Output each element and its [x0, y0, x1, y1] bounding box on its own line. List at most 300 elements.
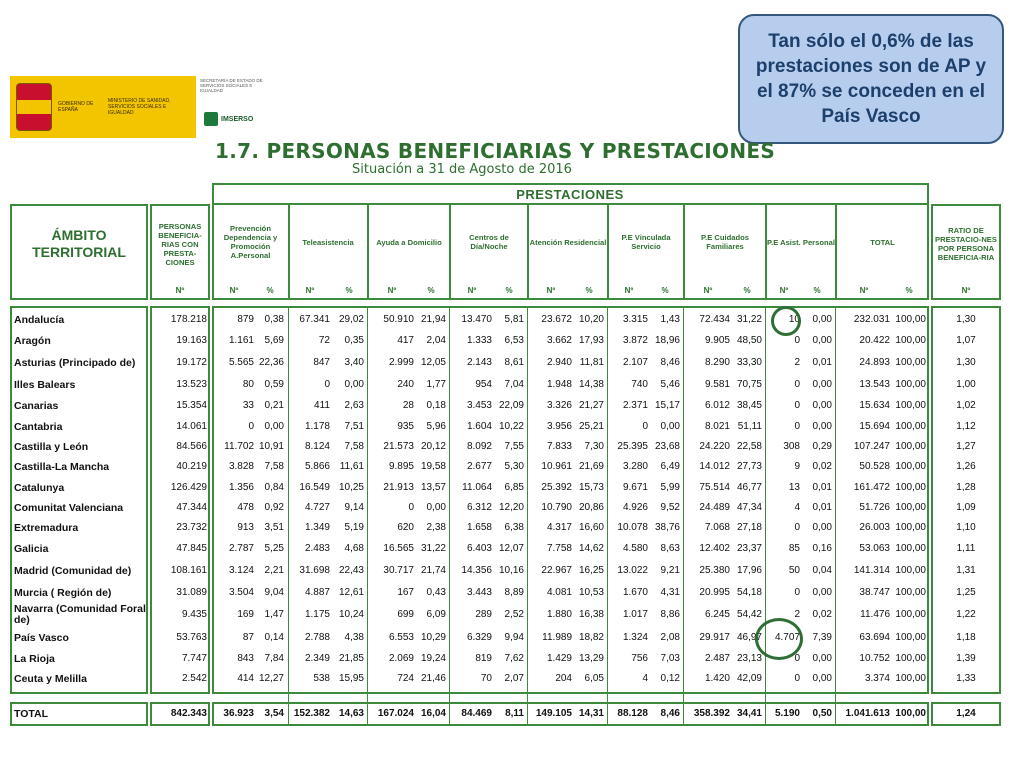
table-cell: 29.917 — [699, 632, 730, 643]
table-cell: 0 — [408, 502, 414, 513]
table-cell: 847 — [313, 357, 330, 368]
table-cell: 80 — [242, 379, 254, 390]
table-cell: 9.671 — [622, 482, 648, 493]
table-row — [0, 396, 1024, 416]
page-title: 1.7. PERSONAS BENEFICIARIAS Y PRESTACIONES — [215, 139, 776, 163]
table-cell: 14,38 — [578, 379, 604, 390]
table-cell: 1,28 — [956, 482, 976, 493]
table-cell: 31,22 — [736, 314, 762, 325]
table-cell: 7,51 — [344, 421, 364, 432]
table-cell: 149.105 — [535, 708, 572, 719]
table-cell: 3,54 — [264, 708, 284, 719]
table-cell: 2,04 — [426, 335, 446, 346]
table-cell: 178.218 — [170, 314, 207, 325]
table-cell: 1,07 — [956, 335, 976, 346]
table-cell: 72.434 — [699, 314, 730, 325]
table-cell: 1,77 — [426, 379, 446, 390]
table-cell: 1.420 — [704, 673, 730, 684]
table-cell: 38,76 — [654, 522, 680, 533]
table-cell: 42,09 — [736, 673, 762, 684]
table-cell: 12,05 — [420, 357, 446, 368]
table-cell: 699 — [397, 609, 414, 620]
table-cell: 8,61 — [504, 357, 524, 368]
table-cell: 15.694 — [859, 421, 890, 432]
table-cell: 0,04 — [812, 565, 832, 576]
table-cell: 954 — [475, 379, 492, 390]
table-cell: 2.371 — [622, 400, 648, 411]
header-sep — [683, 204, 685, 300]
table-cell: 11.989 — [542, 632, 572, 643]
table-cell: 12.402 — [699, 543, 730, 554]
unit-n: Nº — [467, 285, 477, 295]
table-cell: 14,63 — [338, 708, 364, 719]
table-cell: 0,00 — [812, 314, 832, 325]
table-row — [0, 583, 1024, 603]
table-cell: 0,21 — [264, 400, 284, 411]
region-name: Comunitat Valenciana — [14, 501, 124, 514]
government-text: GOBIERNO DE ESPAÑA — [58, 101, 94, 113]
table-cell: 1,09 — [956, 502, 976, 513]
table-cell: 417 — [397, 335, 414, 346]
table-cell: 33 — [242, 400, 254, 411]
table-cell: 9,21 — [660, 565, 680, 576]
table-cell: 308 — [783, 441, 800, 452]
table-cell: 8.290 — [704, 357, 730, 368]
header-sep — [367, 204, 369, 300]
table-cell: 84.566 — [176, 441, 207, 452]
region-name: Andalucía — [14, 313, 65, 326]
table-cell: 0,00 — [426, 502, 446, 513]
table-cell: 8,11 — [505, 708, 524, 719]
table-cell: 3.443 — [466, 587, 492, 598]
table-cell: 0,00 — [812, 653, 832, 664]
table-cell: 21,27 — [578, 400, 604, 411]
table-cell: 7,62 — [504, 653, 524, 664]
table-cell: 10,16 — [498, 565, 524, 576]
table-cell: 3,51 — [264, 522, 284, 533]
table-cell: 1,47 — [264, 609, 284, 620]
table-row — [0, 457, 1024, 477]
table-cell: 10,24 — [338, 609, 364, 620]
table-cell: 8,63 — [660, 543, 680, 554]
table-cell: 1,18 — [956, 632, 976, 643]
table-cell: 0,12 — [660, 673, 680, 684]
table-cell: 842.343 — [170, 708, 207, 719]
table-cell: 8,46 — [660, 357, 680, 368]
table-cell: 1,12 — [956, 421, 976, 432]
group-header-pe-vinculada: P.E Vinculada Servicio — [621, 233, 671, 251]
table-cell: 538 — [313, 673, 330, 684]
table-cell: 87 — [242, 632, 254, 643]
table-cell: 879 — [237, 314, 254, 325]
table-cell: 21,94 — [420, 314, 446, 325]
table-cell: 19.172 — [176, 357, 207, 368]
table-cell: 25.392 — [541, 482, 572, 493]
table-cell: 7.747 — [181, 653, 207, 664]
table-cell: 9.895 — [388, 461, 414, 472]
table-cell: 0 — [794, 421, 800, 432]
table-cell: 11,61 — [339, 461, 364, 472]
table-cell: 17,93 — [578, 335, 604, 346]
unit-pct: % — [661, 285, 669, 295]
table-cell: 0,00 — [812, 673, 832, 684]
table-row — [0, 310, 1024, 330]
table-cell: 1,39 — [956, 653, 976, 664]
table-cell: 5.190 — [774, 708, 800, 719]
group-header-pe-cuidados: P.E Cuidados Familiares — [701, 233, 749, 251]
table-cell: 13.470 — [461, 314, 492, 325]
table-cell: 13,57 — [420, 482, 446, 493]
table-cell: 13 — [788, 482, 800, 493]
table-cell: 19,24 — [420, 653, 446, 664]
table-row — [0, 518, 1024, 538]
table-cell: 5,81 — [504, 314, 524, 325]
table-cell: 5,69 — [264, 335, 284, 346]
region-name: Castilla-La Mancha — [14, 460, 110, 473]
table-cell: 7,39 — [812, 632, 832, 643]
unit-pct: % — [345, 285, 353, 295]
table-cell: 14.356 — [461, 565, 492, 576]
table-cell: 6.012 — [704, 400, 730, 411]
table-cell: 100,00 — [895, 522, 926, 533]
table-cell: 46,77 — [736, 482, 762, 493]
table-cell: 0 — [794, 673, 800, 684]
table-cell: 3.280 — [622, 461, 648, 472]
table-cell: 31.089 — [176, 587, 207, 598]
group-header-teleasistencia: Teleasistencia — [302, 237, 354, 247]
table-cell: 358.392 — [693, 708, 730, 719]
table-cell: 53.763 — [176, 632, 207, 643]
table-row — [0, 628, 1024, 648]
table-cell: 36.923 — [223, 708, 254, 719]
table-cell: 6.403 — [466, 543, 492, 554]
table-cell: 84.469 — [461, 708, 492, 719]
table-cell: 1.017 — [622, 609, 648, 620]
table-cell: 3.828 — [228, 461, 254, 472]
table-cell: 100,00 — [895, 379, 926, 390]
table-cell: 15.354 — [176, 400, 207, 411]
group-header-total: TOTAL — [870, 237, 895, 247]
table-cell: 0,02 — [812, 609, 832, 620]
table-cell: 2.107 — [622, 357, 648, 368]
table-cell: 6.245 — [704, 609, 730, 620]
table-cell: 100,00 — [895, 421, 926, 432]
table-cell: 24.489 — [699, 502, 730, 513]
ministry-logo — [10, 76, 268, 138]
table-cell: 12,27 — [258, 673, 284, 684]
table-cell: 2.349 — [304, 653, 330, 664]
table-cell: 26.003 — [859, 522, 890, 533]
table-cell: 100,00 — [895, 565, 926, 576]
table-cell: 2 — [794, 357, 800, 368]
table-cell: 75.514 — [699, 482, 730, 493]
table-cell: 100,00 — [895, 673, 926, 684]
table-cell: 100,00 — [895, 482, 926, 493]
table-cell: 8.124 — [304, 441, 330, 452]
highlight-circle — [771, 306, 801, 336]
unit-n: Nº — [305, 285, 315, 295]
table-cell: 70,75 — [736, 379, 762, 390]
table-cell: 16,25 — [578, 565, 604, 576]
table-cell: 28 — [402, 400, 414, 411]
table-cell: 819 — [475, 653, 492, 664]
imserso-text: IMSERSO — [221, 115, 254, 123]
table-cell: 11.702 — [224, 441, 254, 452]
table-cell: 54,42 — [736, 609, 762, 620]
table-cell: 47.845 — [176, 543, 207, 554]
table-cell: 4.580 — [622, 543, 648, 554]
table-cell: 414 — [237, 673, 254, 684]
unit-n: Nº — [703, 285, 713, 295]
table-cell: 5,99 — [660, 482, 680, 493]
table-cell: 21,74 — [420, 565, 446, 576]
table-cell: 6,49 — [660, 461, 680, 472]
unit-pct: % — [743, 285, 751, 295]
table-cell: 1,31 — [956, 565, 976, 576]
table-cell: 0,02 — [812, 461, 832, 472]
table-cell: 63.694 — [859, 632, 890, 643]
table-cell: 141.314 — [853, 565, 890, 576]
table-cell: 3.124 — [228, 565, 254, 576]
table-cell: 4.926 — [622, 502, 648, 513]
table-cell: 20,12 — [420, 441, 446, 452]
table-cell: 9.435 — [181, 609, 207, 620]
table-cell: 2.143 — [466, 357, 492, 368]
table-cell: 24.220 — [699, 441, 730, 452]
group-header-atencion-residencial: Atención Residencial — [529, 237, 607, 247]
table-cell: 0,00 — [812, 587, 832, 598]
table-cell: 8,89 — [504, 587, 524, 598]
table-cell: 2.940 — [546, 357, 572, 368]
table-cell: 9.581 — [704, 379, 730, 390]
table-cell: 50.528 — [859, 461, 890, 472]
table-cell: 0,14 — [264, 632, 284, 643]
region-name: La Rioja — [14, 652, 55, 665]
table-cell: 20.422 — [859, 335, 890, 346]
region-name: Galicia — [14, 542, 49, 555]
unit-pct: % — [585, 285, 593, 295]
table-cell: 34,41 — [736, 708, 762, 719]
table-cell: 100,00 — [895, 502, 926, 513]
region-name: Cantabria — [14, 420, 63, 433]
table-cell: 21,46 — [420, 673, 446, 684]
table-cell: 289 — [475, 609, 492, 620]
table-cell: 100,00 — [895, 632, 926, 643]
table-cell: 411 — [314, 400, 330, 411]
table-cell: 18,82 — [578, 632, 604, 643]
group-header-centros-dia: Centros de Día/Noche — [469, 233, 509, 251]
ministry-text: MINISTERIO DE SANIDAD, SERVICIOS SOCIALES E IGUALDAD — [108, 98, 171, 116]
table-cell: 0,50 — [812, 708, 832, 719]
imserso-logo — [204, 112, 253, 126]
table-cell: 9.905 — [704, 335, 730, 346]
secretaria-text: SECRETARÍA DE ESTADO DE SERVICIOS SOCIALES E IGUALDAD — [200, 78, 263, 93]
table-cell: 1.333 — [466, 335, 492, 346]
region-name: Catalunya — [14, 481, 65, 494]
table-cell: 7,03 — [660, 653, 680, 664]
table-cell: 2,52 — [504, 609, 524, 620]
table-cell: 16,38 — [578, 609, 604, 620]
table-cell: 24.893 — [859, 357, 890, 368]
table-cell: 9,52 — [660, 502, 680, 513]
table-cell: 3.504 — [228, 587, 254, 598]
table-cell: 7.758 — [546, 543, 572, 554]
table-cell: 1,11 — [956, 543, 976, 554]
table-cell: 16.565 — [383, 543, 414, 554]
table-cell: 8.092 — [466, 441, 492, 452]
table-cell: 1,30 — [956, 357, 976, 368]
region-name: Aragón — [14, 334, 51, 347]
table-cell: 100,00 — [895, 543, 926, 554]
table-cell: 1.324 — [622, 632, 648, 643]
table-cell: 100,00 — [895, 609, 926, 620]
header-sep — [607, 204, 609, 300]
table-cell: 10 — [788, 314, 800, 325]
header-sep — [835, 204, 837, 300]
table-cell: 0,16 — [812, 543, 832, 554]
table-cell: 16,04 — [420, 708, 446, 719]
table-cell: 2,08 — [660, 632, 680, 643]
prestaciones-header: PRESTACIONES — [516, 186, 624, 202]
table-cell: 6,05 — [584, 673, 604, 684]
table-cell: 17,96 — [736, 565, 762, 576]
table-cell: 204 — [555, 673, 572, 684]
table-cell: 169 — [237, 609, 254, 620]
table-cell: 2,07 — [504, 673, 524, 684]
table-cell: 10.961 — [541, 461, 572, 472]
table-cell: 12,20 — [498, 502, 524, 513]
table-cell: 10.078 — [617, 522, 648, 533]
table-cell: 0,01 — [812, 482, 832, 493]
table-cell: 30.717 — [383, 565, 414, 576]
table-cell: 3.956 — [546, 421, 572, 432]
table-cell: 15,95 — [338, 673, 364, 684]
table-row — [0, 561, 1024, 581]
table-cell: 4 — [794, 502, 800, 513]
ambito-header: ÁMBITO TERRITORIAL — [32, 227, 126, 260]
table-cell: 19.163 — [176, 335, 207, 346]
table-cell: 13,29 — [578, 653, 604, 664]
unit-pct: % — [427, 285, 435, 295]
table-cell: 2 — [794, 609, 800, 620]
table-cell: 0,29 — [812, 441, 832, 452]
table-cell: 240 — [397, 379, 414, 390]
highlight-circle — [755, 618, 803, 660]
callout-note: Tan sólo el 0,6% de las prestaciones son de AP y el 87% se conceden en el País Vasco — [738, 14, 1004, 144]
table-cell: 20.995 — [699, 587, 730, 598]
unit-n: Nº — [859, 285, 869, 295]
unit-n: Nº — [779, 285, 789, 295]
table-cell: 11.476 — [860, 609, 890, 620]
table-row — [0, 649, 1024, 669]
table-cell: 126.429 — [170, 482, 207, 493]
table-cell: 9,04 — [264, 587, 284, 598]
table-cell: 5,25 — [264, 543, 284, 554]
table-cell: 21.573 — [383, 441, 414, 452]
total-row — [0, 704, 1024, 724]
group-header-prevencion: Prevención Dependencia y Promoción A.Personal — [223, 224, 278, 260]
table-cell: 16,60 — [578, 522, 604, 533]
table-cell: 0,00 — [812, 379, 832, 390]
table-cell: 27,73 — [736, 461, 762, 472]
table-cell: 1.175 — [304, 609, 330, 620]
table-cell: 23,13 — [736, 653, 762, 664]
table-cell: 1.658 — [466, 522, 492, 533]
table-cell: 31.698 — [299, 565, 330, 576]
table-cell: 22,36 — [258, 357, 284, 368]
table-cell: 740 — [631, 379, 648, 390]
table-cell: 13.543 — [859, 379, 890, 390]
table-row — [0, 375, 1024, 395]
table-cell: 3,40 — [344, 357, 364, 368]
table-cell: 46,97 — [736, 632, 762, 643]
table-cell: 72 — [318, 335, 330, 346]
table-cell: 10,91 — [258, 441, 284, 452]
table-cell: 620 — [397, 522, 414, 533]
table-cell: 15,73 — [578, 482, 604, 493]
table-cell: 7,58 — [344, 441, 364, 452]
table-cell: 10,22 — [498, 421, 524, 432]
table-cell: 7,58 — [264, 461, 284, 472]
table-cell: 53.063 — [859, 543, 890, 554]
unit-pct: % — [266, 285, 274, 295]
region-name: Canarias — [14, 399, 59, 412]
table-cell: 0 — [794, 400, 800, 411]
table-cell: 4.887 — [304, 587, 330, 598]
table-cell: 10.790 — [541, 502, 572, 513]
table-cell: 1,10 — [956, 522, 976, 533]
table-cell: 1,00 — [956, 379, 976, 390]
table-cell: 11,81 — [579, 357, 604, 368]
table-cell: 12,07 — [498, 543, 524, 554]
table-cell: 10,25 — [338, 482, 364, 493]
table-cell: 6,53 — [504, 335, 524, 346]
table-cell: 6,38 — [504, 522, 524, 533]
table-cell: 29,02 — [338, 314, 364, 325]
table-cell: 1.178 — [304, 421, 330, 432]
table-cell: 5,46 — [660, 379, 680, 390]
table-cell: 20,86 — [578, 502, 604, 513]
table-row — [0, 669, 1024, 689]
table-cell: 1.356 — [228, 482, 254, 493]
unit-n: Nº — [229, 285, 239, 295]
table-cell: 5,19 — [344, 522, 364, 533]
table-cell: 16.549 — [299, 482, 330, 493]
table-cell: 1,24 — [956, 708, 976, 719]
unit-pct: % — [905, 285, 913, 295]
table-cell: 100,00 — [895, 587, 926, 598]
table-cell: 3.326 — [546, 400, 572, 411]
table-cell: 22,43 — [338, 565, 364, 576]
table-row — [0, 602, 1024, 628]
table-cell: 7.833 — [546, 441, 572, 452]
table-cell: 152.382 — [293, 708, 330, 719]
table-cell: 2,21 — [264, 565, 284, 576]
table-cell: 67.341 — [299, 314, 330, 325]
table-cell: 33,30 — [736, 357, 762, 368]
table-cell: 51.726 — [859, 502, 890, 513]
table-cell: 100,00 — [895, 357, 926, 368]
table-cell: 25.380 — [699, 565, 730, 576]
table-cell: 100,00 — [895, 400, 926, 411]
table-cell: 1.429 — [546, 653, 572, 664]
table-cell: 6,09 — [426, 609, 446, 620]
table-cell: 38,45 — [736, 400, 762, 411]
table-cell: 7.068 — [704, 522, 730, 533]
region-name: Madrid (Comunidad de) — [14, 564, 132, 577]
table-cell: 6,85 — [504, 482, 524, 493]
unit-n: Nº — [961, 285, 971, 295]
